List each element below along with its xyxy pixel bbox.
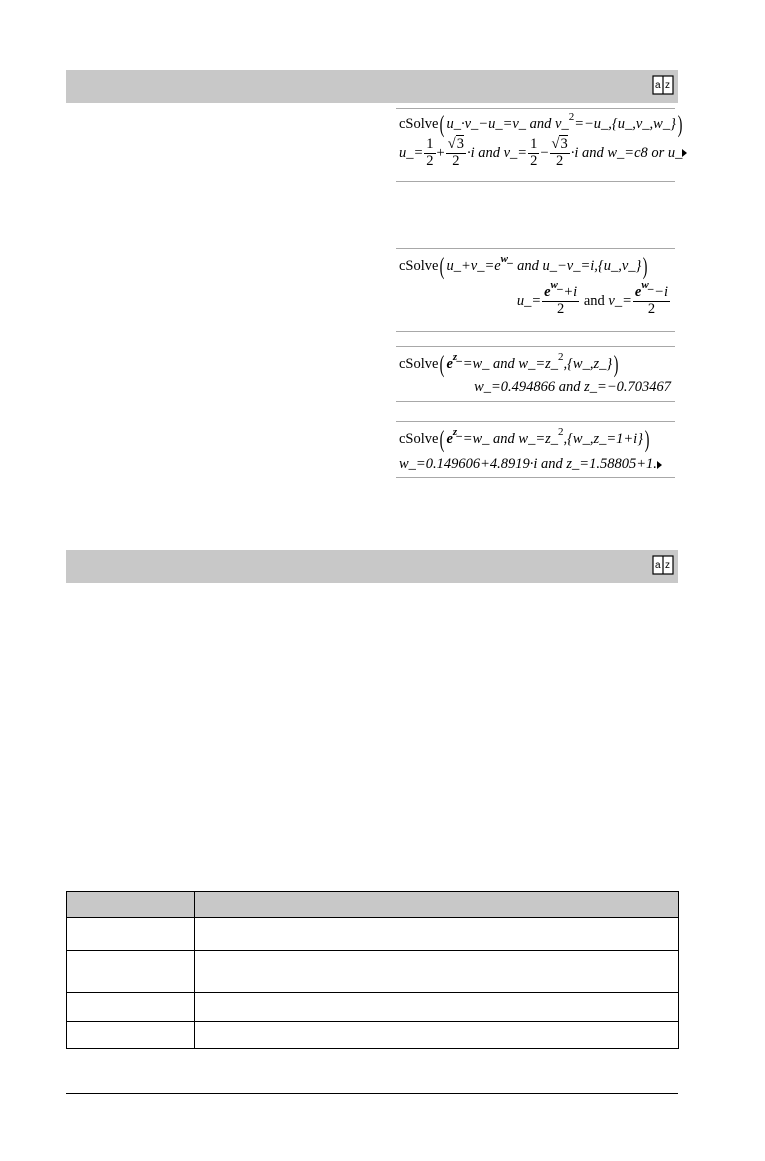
example-panel-1 [396,108,683,182]
example-result-line: w_=0.494866 and z_=−0.703467 [474,379,671,395]
table-header-row [67,892,679,918]
table-row [67,951,679,993]
svg-text:a: a [655,80,661,91]
svg-text:z: z [665,80,670,91]
example-result-line: w_=0.149606+4.8919·i and z_=1.58805+1. [399,456,662,473]
table-cell [195,1022,679,1049]
table-cell [67,993,195,1022]
example-result-line: u_= $\frac{e^{w\_}+i}{2}$ and v_= $\frac{e^{w\_}-i}{2}$ [516,279,668,317]
table-header-cell [67,892,195,918]
example-input-line: cSolve( u_·v_−u_=v_ and v_$^2$=−u_,{u_,v_,w_}) [399,111,683,138]
table-cell [67,918,195,951]
example-input-line: cSolve( $e^{z\_}=w\_$ and w_=z_$^2$,{w_,z_}) [399,351,619,378]
example-panel-4 [396,421,675,478]
info-table [66,891,679,1049]
example-result-line: u_= $\frac{1}{2}$ + $\frac{√3}{2}$ ·i and v_= $\frac{1}{2}$ − $\frac{√3}{2}$ ·i and w_=c8 or u_ [399,137,687,170]
catalog-book-icon[interactable] [652,75,674,95]
svg-text:z: z [665,560,670,571]
section-header-bar [66,70,678,103]
section-header-bar [66,550,678,583]
table-row [67,1022,679,1049]
example-input-line: cSolve( $e^{z\_}=w\_$ and w_=z_$^2$,{w_,z_=1+i}) [399,426,650,453]
example-panel-2 [396,248,675,332]
truncation-arrow-icon [657,461,662,469]
example-panel-3 [396,346,675,402]
footer-divider [66,1093,678,1094]
svg-text:a: a [655,560,661,571]
table-cell [195,918,679,951]
example-input-line: cSolve( $u\_+v\_=e^{w\_}$ and u_−v_=i,{u_,v_}) [399,253,648,280]
table-cell [195,993,679,1022]
truncation-arrow-icon [682,149,687,157]
catalog-book-icon[interactable] [652,555,674,575]
table-cell [67,951,195,993]
table-cell [67,1022,195,1049]
table-cell [195,951,679,993]
table-header-cell [195,892,679,918]
table-row [67,918,679,951]
table-row [67,993,679,1022]
